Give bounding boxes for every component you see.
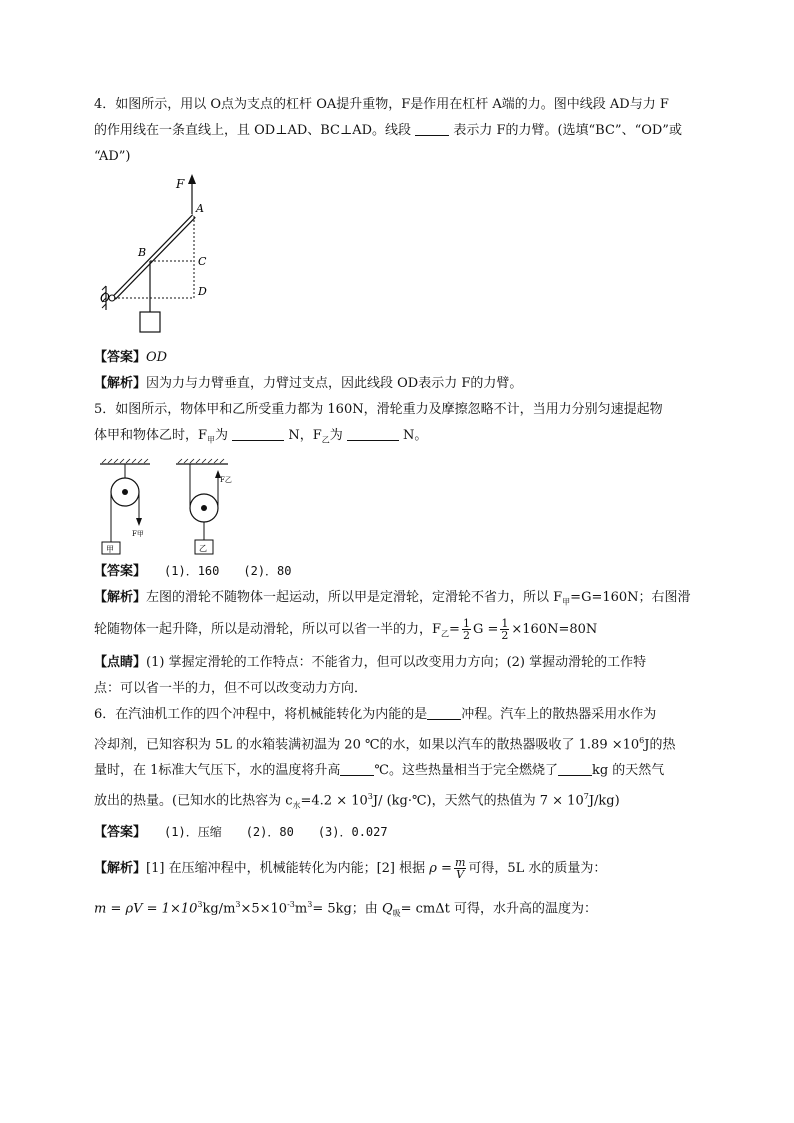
q6-blank-2 — [340, 761, 374, 776]
answer-tag: 【答案】 — [94, 350, 147, 365]
label-jia: 甲 — [106, 544, 114, 554]
q6-blank-1 — [427, 705, 461, 720]
fig-label-o: O — [100, 291, 110, 305]
lever-figure — [100, 170, 260, 345]
label-fyi: F乙 — [220, 475, 232, 484]
fig-label-f: F — [176, 177, 185, 191]
q6-analysis-1: 【解析】[1] 在压缩冲程中，机械能转化为内能；[2] 根据 ρ = $\frac{m}{V}$ 可得，5L 水的质量为： — [94, 856, 607, 882]
q5-blank-2 — [347, 426, 399, 441]
label-yi: 乙 — [199, 543, 207, 553]
analysis-text: 因为力与力臂垂直，力臂过支点，因此线段 OD表示力 F的力臂。 — [146, 376, 523, 391]
q6-answer: 【答案】 (1)．压缩 (2)．80 (3)．0.027 — [94, 825, 388, 841]
q5-line2: 体甲和物体乙时，$F_甲$为 N，$F_乙$为 N。 — [94, 428, 428, 445]
q4-analysis — [94, 371, 704, 397]
q6-line2: 冷却剂，已知容积为 5L 的水箱装满初温为 20 ℃的水，如果以汽车的散热器吸收了 $1.89 \times 10^6J$的热 — [94, 735, 676, 753]
fraction-m-over-v: $\frac{m}{V}$ — [454, 856, 466, 882]
q5-answer: 【答案】 (1)．160 (2)．80 — [94, 563, 292, 579]
force-arrow-head — [188, 174, 196, 184]
q4-line1: 4．如图所示，用以 O点为支点的杠杆 OA提升重物，F是作用在杠杆 A端的力。图中线段 AD与力 F — [94, 97, 669, 112]
q6-analysis-2: $m = \rho V = 1\times 10^3kg/m^3\times 5\times 10^{-3}m^3= 5kg$；由 $Q_吸= cm\Delta t$ 可得，水升高的温度为： — [94, 900, 598, 918]
fig-label-b: B — [138, 246, 147, 259]
q4-line3: “AD”) — [94, 149, 131, 164]
q4-line2b: 表示力 F的力臂。(选填“BC”、“OD”或 — [453, 123, 682, 138]
q4-answer — [94, 345, 704, 371]
analysis-tag: 【解析】 — [94, 376, 147, 391]
q5-analysis-2: 轮随物体一起升降，所以是动滑轮，所以可以省一半的力，$F_乙=$ $\frac{1}{2}$ G = $\frac{1}{2}$ ×160N=80N — [94, 617, 598, 643]
q5-line1: 5．如图所示，物体甲和乙所受重力都为 160N，滑轮重力及摩擦忽略不计，当用力分别匀速提起物 — [94, 402, 663, 417]
q4-line2 — [94, 118, 704, 144]
q4-blank — [415, 121, 449, 136]
q6-line1: 6．在汽油机工作的四个冲程中，将机械能转化为内能的是 冲程。汽车上的散热器采用水作为 — [94, 706, 657, 722]
q5-analysis-1: 【解析】左图的滑轮不随物体一起运动，所以甲是定滑轮，定滑轮不省力，所以 $F_甲=G=160N$；右图滑 — [94, 589, 691, 607]
label-fjia: F甲 — [132, 529, 144, 538]
fig-label-c: C — [198, 255, 207, 268]
pulley-figure — [94, 456, 254, 558]
fraction-half-1: $\frac{1}{2}$ — [462, 617, 470, 643]
document-page — [94, 92, 704, 929]
weight-box — [140, 312, 160, 332]
q5-tips-2: 点：可以省一半的力，但不可以改变动力方向． — [94, 680, 368, 696]
fraction-half-2: $\frac{1}{2}$ — [501, 617, 509, 643]
q5-tips-1: 【点睛】(1) 掌握定滑轮的工作特点：不能省力，但可以改变用力方向；(2) 掌握动滑轮的工作特 — [94, 654, 647, 670]
fig-label-d: D — [198, 285, 207, 298]
fig-label-a: A — [196, 202, 204, 215]
q5-blank-1 — [232, 426, 284, 441]
q6-line4: 放出的热量。(已知水的比热容为 $c_水=4.2 \times 10^3J/$ (kg·℃)，天然气的热值为 $7 \times 10^7J/kg$) — [94, 792, 620, 811]
q6-blank-3 — [558, 761, 592, 776]
q6-line3: 量时，在 1标准大气压下，水的温度将升高 ℃。这些热量相当于完全燃烧了 kg 的天然气 — [94, 763, 665, 779]
answer-text: OD — [146, 350, 168, 365]
q4-line2a: 的作用线在一条直线上，且 OD⊥AD、BC⊥AD。线段 — [94, 123, 412, 138]
